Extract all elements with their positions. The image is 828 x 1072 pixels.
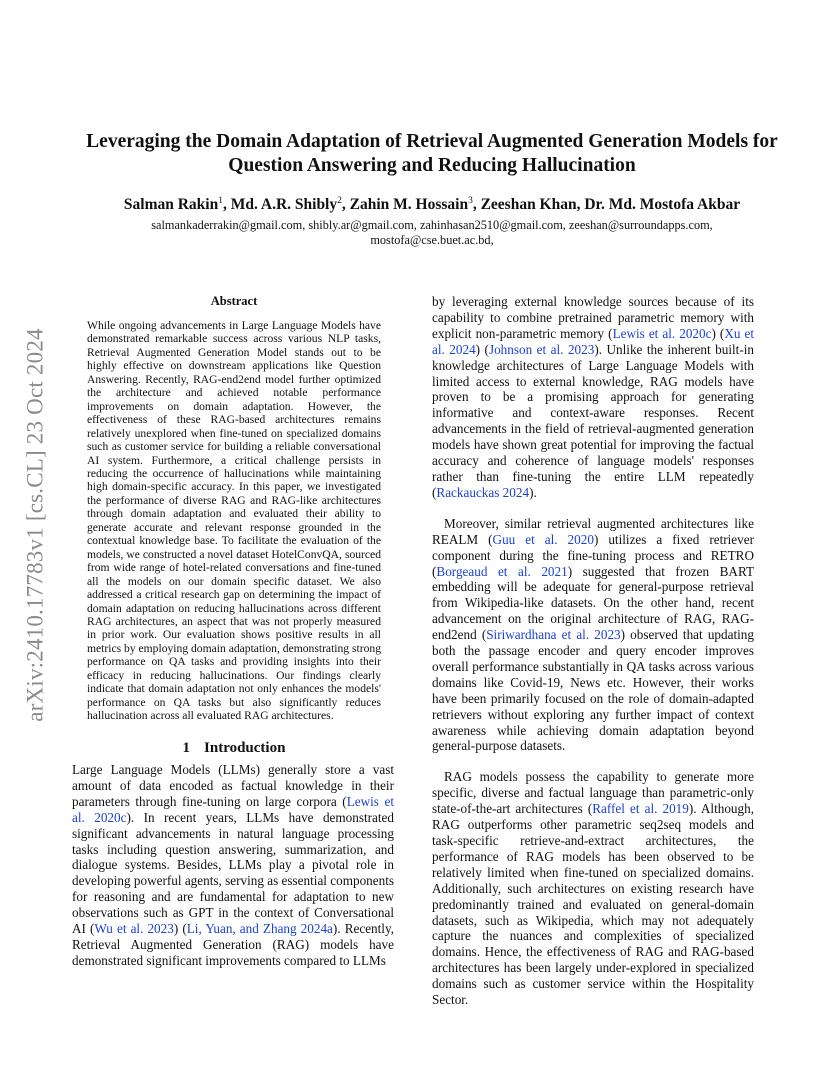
author-name: Md. A.R. Shibly bbox=[230, 196, 338, 214]
citation-link[interactable]: Lewis et al. 2020c bbox=[72, 793, 394, 825]
body-paragraph bbox=[432, 294, 754, 501]
abstract-body bbox=[87, 319, 381, 723]
author-name: Salman Rakin bbox=[123, 196, 219, 214]
author-affiliation-mark: 2 bbox=[337, 196, 342, 206]
arxiv-stamp bbox=[24, 290, 48, 760]
citation-link[interactable]: Wu et al. 2023 bbox=[94, 921, 174, 937]
introduction-body bbox=[72, 762, 394, 969]
body-text: Moreover, similar retrieval augmented architectures like REALM ( bbox=[432, 515, 754, 547]
author-affiliation-mark: 1 bbox=[218, 196, 223, 206]
author-list: Salman Rakin$^1$, Md. A.R. Shibly$^2$, Zahin M. Hossain$^3$, Zeeshan Khan, Dr. Md. Mostofa Akbar bbox=[123, 196, 741, 214]
body-text: ) ( bbox=[173, 921, 187, 937]
citation-link[interactable]: Johnson et al. 2023 bbox=[488, 341, 595, 357]
body-text: by leveraging external knowledge sources because of its capability to combine pretrained parametric memory with explicit non-parametric memory ( bbox=[432, 294, 754, 341]
body-text: Large Language Models (LLMs) generally store a vast amount of data encoded as factual knowledge in their parameters through fine-tuning on large corpora ( bbox=[72, 762, 394, 809]
body-paragraph bbox=[432, 516, 754, 755]
body-text: ). Recently, Retrieval Augmented Generation (RAG) models have demonstrated significant improvements compared to LLMs bbox=[72, 921, 394, 968]
body-text: ). Unlike the inherent built-in knowledge architectures of Large Language Models with limited access to external knowledge, RAG models have proven to be a promising approach for generating informative and context-aware responses. Recent advancements in the field of retrieval-augmented generation models have shown great potential for improving the factual accuracy and coherence of language models' responses rather than fine-tuning the entire LLM repeatedly ( bbox=[432, 341, 754, 500]
author-emails: salmankaderrakin@gmail.com, shibly.ar@gmail.com, zahinhasan2510@gmail.com, zeeshan@surroundapps.com, mostofa@cse.buet.ac.bd, bbox=[151, 218, 713, 247]
author-name: Dr. Md. Mostofa Akbar bbox=[584, 196, 741, 214]
section-title: Introduction bbox=[204, 740, 286, 756]
body-paragraph bbox=[432, 769, 754, 1008]
author-name: Zeeshan Khan bbox=[480, 196, 577, 214]
citation-link[interactable]: Siriwardhana et al. 2023 bbox=[486, 627, 621, 643]
citation-link[interactable]: Borgeaud et al. 2021 bbox=[436, 563, 568, 579]
citation-link[interactable]: Lewis et al. 2020c bbox=[612, 325, 712, 341]
body-text: ) ( bbox=[475, 341, 489, 357]
body-text: ). Although, RAG outperforms other parametric seq2seq models and task-specific retrieve-and-extract architectures, the performance of RAG models has been observed to be relatively limited when fine-tuned on specialized domains. Additionally, such architectures on existing research have predominantly trained and evaluated on general-domain datasets, such as Wikipedia, which may not adequately capture the nuances and complexities of specialized domains. Hence, the effectiveness of RAG and RAG-based architectures has been largely under-explored in specialized domains such as customer service within the Hospitality Sector. bbox=[432, 801, 755, 1008]
section-heading-introduction bbox=[72, 739, 396, 757]
citation-link[interactable]: Li, Yuan, and Zhang 2024a bbox=[186, 921, 333, 937]
author-name: Zahin M. Hossain bbox=[349, 196, 469, 214]
body-text: ) observed that updating both the passage encoder and query encoder improves overall performance substantially in QA tasks across various domains like Covid-19, News etc. However, their works have been primarily focused on the role of domain-adapted retrievers without exploring any further impact of context awareness while achieving domain adaptation beyond general-purpose datasets. bbox=[432, 627, 754, 754]
right-column-body bbox=[432, 294, 754, 1008]
introduction-paragraph bbox=[72, 762, 394, 969]
arxiv-stamp-text: arXiv:2410.17783v1 [cs.CL] 23 Oct 2024 bbox=[23, 328, 48, 722]
body-text: RAG models possess the capability to generate more specific, diverse and factual language than parametric-only state-of-the-art architectures ( bbox=[432, 769, 754, 817]
section-number: 1 bbox=[182, 740, 191, 756]
abstract-heading: Abstract bbox=[210, 294, 258, 308]
body-text: ) ( bbox=[711, 325, 725, 341]
author-affiliation-mark: 3 bbox=[468, 196, 473, 206]
citation-link[interactable]: Rackauckas 2024 bbox=[436, 484, 530, 500]
citation-link[interactable]: Guu et al. 2020 bbox=[492, 531, 594, 547]
citation-link[interactable]: Raffel et al. 2019 bbox=[592, 801, 689, 817]
body-text: ) utilizes a fixed retriever component during the fine-tuning process and RETRO ( bbox=[432, 531, 754, 579]
body-text: ) suggested that frozen BART embedding will be adequate for general-purpose retrieval from Wikipedia-like datasets. On the other hand, recent advancement on the original architecture of RAG, RAG-end2end ( bbox=[432, 563, 754, 643]
body-text: ). bbox=[529, 484, 537, 500]
body-text: ). In recent years, LLMs have demonstrated significant advancements in natural language processing tasks including question answering, summarization, and dialogue systems. Besides, LLMs play a pivotal role in developing powerful agents, serving as essential components for reasoning and are fundamental for adaptation to new observations such as GPT in the context of Conversational AI ( bbox=[72, 809, 394, 937]
abstract-text: While ongoing advancements in Large Language Models have demonstrated remarkable success across various NLP tasks, Retrieval Augmented Generation Model stands out to be highly effective on downstream applications like Question Answering. Recently, RAG-end2end model further optimized the architecture and achieved notable performance improvements on domain adaptation. However, the effectiveness of these RAG-based architectures remains relatively unexplored when fine-tuned on specialized domains such as customer service for building a reliable conversational AI system. Furthermore, a critical challenge persists in reducing the occurrence of hallucinations while maintaining high domain-specific accuracy. In this paper, we investigated the performance of diverse RAG and RAG-like architectures through domain adaptation and evaluated their ability to generate accurate and relevant response grounded in the contextual knowledge base. To facilitate the evaluation of the models, we constructed a novel dataset HotelConvQA, sourced from wide range of hotel-related conversations and fine-tuned all the models on our domain specific dataset. We also addressed a critical research gap on determining the impact of domain adaptation on reducing hallucinations across different RAG architectures, an aspect that was not properly measured in prior work. Our evaluation shows positive results in all metrics by employing domain adaptation, demonstrating strong performance on QA tasks and providing insights into their efficacy in reducing hallucinations. Our findings clearly indicate that domain adaptation not only enhances the models' performance on QA tasks but also significantly reduces hallucination across all evaluated RAG architectures. bbox=[87, 319, 381, 723]
citation-link[interactable]: Xu et al. 2024 bbox=[432, 325, 754, 357]
paper-title: Leveraging the Domain Adaptation of Retrieval Augmented Generation Models for Question Answering and Reducing Hallucination bbox=[86, 131, 778, 176]
